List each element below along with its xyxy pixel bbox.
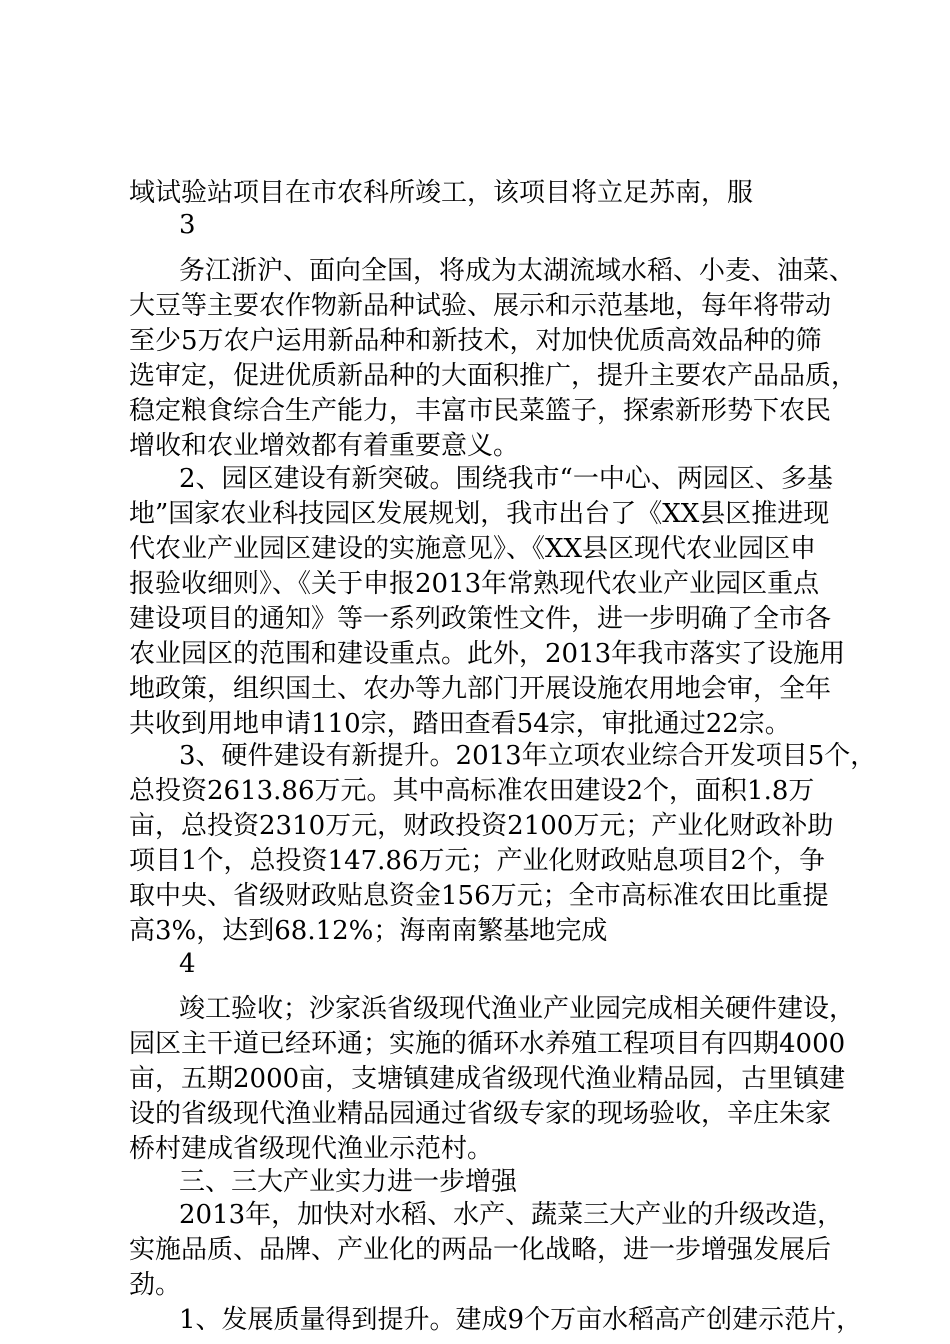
text-line: 稳定粮食综合生产能力，丰富市民菜篮子，探索新形势下农民 xyxy=(129,396,832,426)
text-line: 2、园区建设有新突破。围绕我市“一中心、两园区、多基 xyxy=(179,464,833,494)
text-line: 代农业产业园区建设的实施意见》、《XX县区现代农业园区申 xyxy=(129,534,817,564)
page-marker: 4 xyxy=(179,949,196,979)
section-heading: 三、三大产业实力进一步增强 xyxy=(179,1167,518,1197)
text-line: 地政策，组织国土、农办等九部门开展设施农用地会审，全年 xyxy=(129,674,832,704)
text-line: 高3%，达到68.12%；海南南繁基地完成 xyxy=(129,916,608,946)
text-line: 3、硬件建设有新提升。2013年立项农业综合开发项目5个， xyxy=(179,741,877,771)
text-line: 务江浙沪、面向全国，将成为太湖流域水稻、小麦、油菜、 xyxy=(179,256,856,286)
text-line: 桥村建成省级现代渔业示范村。 xyxy=(129,1134,494,1164)
text-line: 报验收细则》、《关于申报2013年常熟现代农业产业园区重点 xyxy=(129,569,820,599)
text-line: 增收和农业增效都有着重要意义。 xyxy=(129,431,520,461)
text-line: 亩，五期2000亩，支塘镇建成省级现代渔业精品园，古里镇建 xyxy=(129,1064,846,1094)
text-line: 至少5万农户运用新品种和新技术，对加快优质高效品种的筛 xyxy=(129,326,822,356)
text-line: 园区主干道已经环通；实施的循环水养殖工程项目有四期4000 xyxy=(129,1029,846,1059)
text-line: 1、发展质量得到提升。建成9个万亩水稻高产创建示范片， xyxy=(179,1305,863,1335)
text-line: 劲。 xyxy=(129,1270,182,1300)
text-line: 地”国家农业科技园区发展规划，我市出台了《XX县区推进现 xyxy=(129,499,830,529)
text-line: 项目1个，总投资147.86万元；产业化财政贴息项目2个，争 xyxy=(129,846,826,876)
text-line: 共收到用地申请110宗，踏田查看54宗，审批通过22宗。 xyxy=(129,709,791,739)
text-line: 竣工验收；沙家浜省级现代渔业产业园完成相关硬件建设， xyxy=(179,994,856,1024)
text-line: 大豆等主要农作物新品种试验、展示和示范基地，每年将带动 xyxy=(129,291,832,321)
text-line: 2013年，加快对水稻、水产、蔬菜三大产业的升级改造， xyxy=(179,1200,844,1230)
text-line: 域试验站项目在市农科所竣工，该项目将立足苏南，服 xyxy=(129,178,754,208)
text-line: 农业园区的范围和建设重点。此外，2013年我市落实了设施用 xyxy=(129,639,846,669)
page-marker: 3 xyxy=(179,210,196,240)
text-line: 实施品质、品牌、产业化的两品一化战略，进一步增强发展后 xyxy=(129,1235,832,1265)
text-line: 总投资2613.86万元。其中高标准农田建设2个，面积1.8万 xyxy=(129,776,815,806)
text-line: 亩，总投资2310万元，财政投资2100万元；产业化财政补助 xyxy=(129,811,834,841)
text-line: 建设项目的通知》等一系列政策性文件，进一步明确了全市各 xyxy=(129,604,832,634)
text-line: 设的省级现代渔业精品园通过省级专家的现场验收，辛庄朱家 xyxy=(129,1099,832,1129)
text-line: 取中央、省级财政贴息资金156万元；全市高标准农田比重提 xyxy=(129,881,829,911)
text-line: 选审定，促进优质新品种的大面积推广，提升主要农产品品质， xyxy=(129,361,858,391)
